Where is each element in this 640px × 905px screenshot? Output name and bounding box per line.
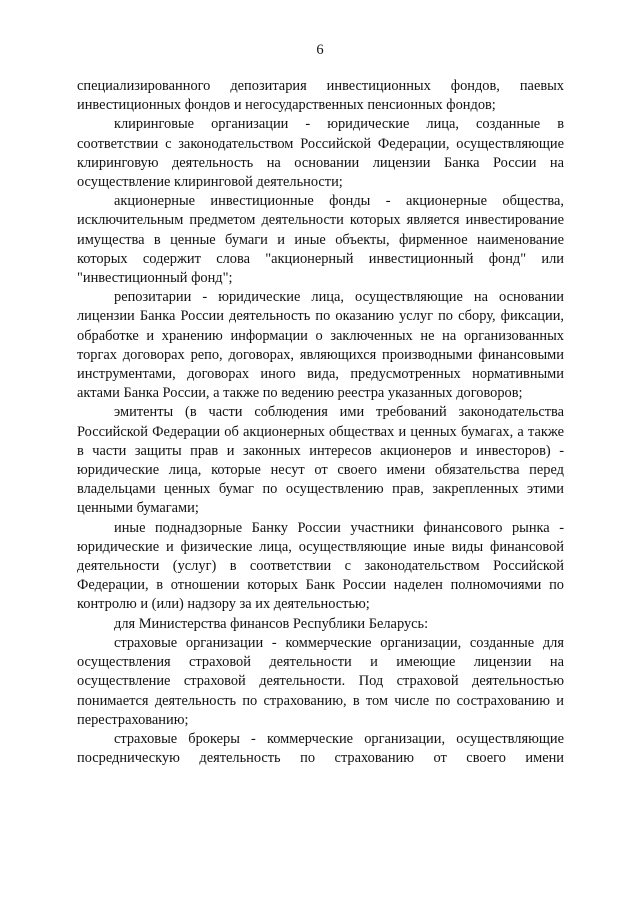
paragraph-insurance-organizations: страховые организации - коммерческие организации, созданные для осуществления страховой деятельности и имеющие лицензии на осуществление страховой деятельности. Под страховой деятельностью понимается деятельность по страхованию, в том числе по сострахованию и перестрахованию;	[77, 634, 564, 728]
paragraph-depositary-continuation: специализированного депозитария инвестиционных фондов, паевых инвестиционных фондов и негосударственных пенсионных фондов;	[77, 78, 564, 114]
paragraph-repositories: репозитарии - юридические лица, осуществляющие на основании лицензии Банка России деятельность по оказанию услуг по сбору, фиксации, обработке и хранению информации о заключенных не на организованных торгах договорах репо, договорах, являющихся производными финансовыми инструментами, договорах иного вида, предусмотренных нормативными актами Банка России, а также по ведению реестра указанных договоров;	[77, 289, 564, 402]
paragraph-joint-stock-investment-funds: акционерные инвестиционные фонды - акционерные общества, исключительным предметом деятельности которых является инвестирование имущества в ценные бумаги и иные объекты, фирменное наименование которых содержит слова "акционерный инвестиционный фонд" или "инвестиционный фонд";	[77, 193, 564, 287]
page-number: 6	[316, 42, 324, 58]
paragraph-ministry-of-finance-heading: для Министерства финансов Республики Беларусь:	[114, 615, 429, 632]
paragraph-issuers: эмитенты (в части соблюдения ими требований законодательства Российской Федерации об акционерных обществах и ценных бумагах, а также в части защиты прав и законных интересов акционеров и инвесторов) - юридические лица, которые несут от своего имени обязательства перед владельцами ценных бумаг по осуществлению прав, закрепленных этими ценными бумагами;	[77, 404, 564, 517]
paragraph-insurance-brokers: страховые брокеры - коммерческие организации, осуществляющие посредническую деятельность по страхованию от своего имени	[77, 730, 564, 767]
document-body	[77, 77, 564, 768]
paragraph-clearing-organizations: клиринговые организации - юридические лица, созданные в соответствии с законодательством Российской Федерации, осуществляющие клиринговую деятельность на основании лицензии Банка России на осуществление клиринговой деятельности;	[77, 116, 564, 191]
paragraph-other-supervised-participants: иные поднадзорные Банку России участники финансового рынка - юридические и физические лица, осуществляющие иные виды финансовой деятельности (услуг) в соответствии с законодательством Российской Федерации, в отношении которых Банк России наделен полномочиями по контролю и (или) надзору за их деятельностью;	[77, 519, 564, 613]
